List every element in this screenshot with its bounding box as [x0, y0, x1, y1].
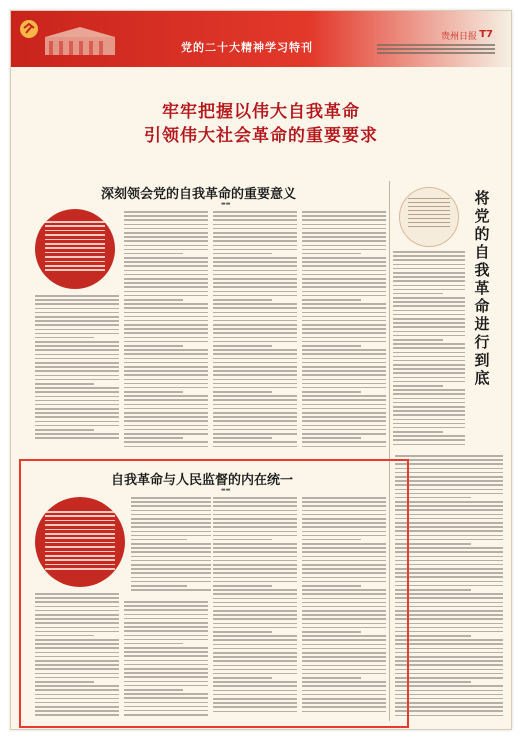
article-1-pull-quote: [35, 209, 115, 289]
article-1-col-3: [213, 211, 297, 451]
article-2-col-1a: [131, 497, 211, 597]
headline-line-2: 引领伟大社会革命的重要要求: [144, 126, 378, 146]
masthead: 贵州日报: [440, 32, 477, 42]
newspaper-page: [10, 10, 512, 730]
article-2-col-1: [35, 593, 119, 719]
article-2-col-2: [124, 601, 208, 719]
article-2-col-3: [213, 497, 297, 719]
publication-info: [377, 42, 495, 60]
article-2-col-4: [302, 497, 386, 719]
article-3-pull-quote: [399, 187, 459, 247]
headline-line-1: 牢牢把握以伟大自我革命: [162, 102, 360, 122]
article-1-col-2: [124, 211, 208, 451]
article-3-col-1: [395, 455, 503, 721]
article-2-title: 自我革命与人民监督的内在统一: [111, 473, 294, 488]
article-3-title: 将党的自我革命进行到底: [474, 189, 490, 387]
article-3-col-1a: [393, 251, 465, 451]
page-number: T7: [479, 29, 493, 40]
article-1-col-4: [302, 211, 386, 451]
article-2-author: ▬▬: [221, 487, 231, 493]
article-2-pull-quote: [35, 497, 125, 587]
banner-title: 党的二十大精神学习特刊: [181, 41, 313, 54]
article-1-author: ▬▬: [221, 201, 231, 207]
article-1-title: 深刻领会党的自我革命的重要意义: [101, 187, 297, 202]
great-hall-emblem-icon: [15, 15, 125, 63]
article-1-col-1: [35, 295, 119, 445]
